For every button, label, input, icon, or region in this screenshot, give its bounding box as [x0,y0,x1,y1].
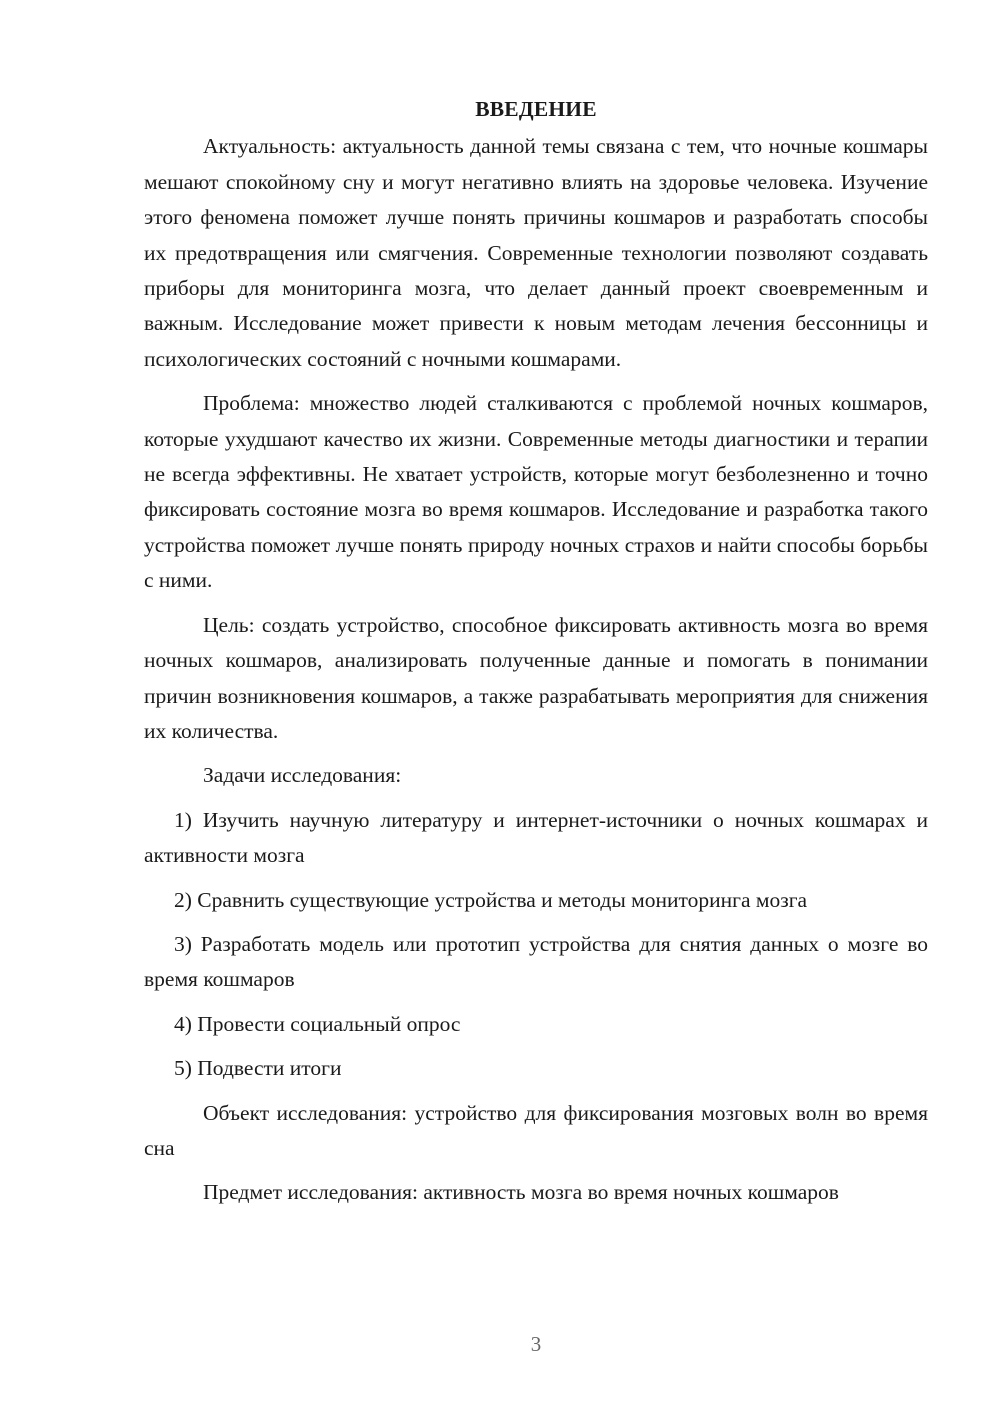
task-item-3: 3) Разработать модель или прототип устройства для снятия данных о мозге во время кошмаров [144,931,928,992]
tasks-heading: Задачи исследования: [203,763,402,788]
task-item-1: 1) Изучить научную литературу и интернет-источники о ночных кошмарах и активности мозга [144,807,928,868]
paragraph-problem: Проблема: множество людей сталкиваются с проблемой ночных кошмаров, которые ухудшают качество их жизни. Современные методы диагностики и терапии не всегда эффективны. Не хватает устройств, которые могут безболезненно и точно фиксировать состояние мозга во время кошмаров. Исследование и разработка такого устройства поможет лучше понять природу ночных страхов и найти способы борьбы с ними. [144,391,928,593]
paragraph-object: Объект исследования: устройство для фиксирования мозговых волн во время сна [144,1100,928,1160]
task-item-2: 2) Сравнить существующие устройства и методы мониторинга мозга [174,887,808,912]
paragraph-goal: Цель: создать устройство, способное фиксировать активность мозга во время ночных кошмаров, анализировать полученные данные и помогать в понимании причин возникновения кошмаров, а также разрабатывать мероприятия для снижения их количества. [144,612,928,743]
task-item-5: 5) Подвести итоги [174,1056,342,1081]
paragraph-relevance: Актуальность: актуальность данной темы связана с тем, что ночные кошмары мешают спокойному сну и могут негативно влиять на здоровье человека. Изучение этого феномена поможет лучше понять причины кошмаров и разработать способы их предотвращения или смягчения. Современные технологии позволяют создавать приборы для мониторинга мозга, что делает данный проект своевременным и важным. Исследование может привести к новым методам лечения бессонницы и психологических состояний с ночными кошмарами. [144,134,928,371]
paragraph-subject: Предмет исследования: активность мозга во время ночных кошмаров [203,1180,839,1205]
page-title: ВВЕДЕНИЕ [475,97,597,121]
task-item-4: 4) Провести социальный опрос [174,1011,461,1036]
document-page [144,92,928,1220]
page-number: 3 [530,1332,542,1356]
